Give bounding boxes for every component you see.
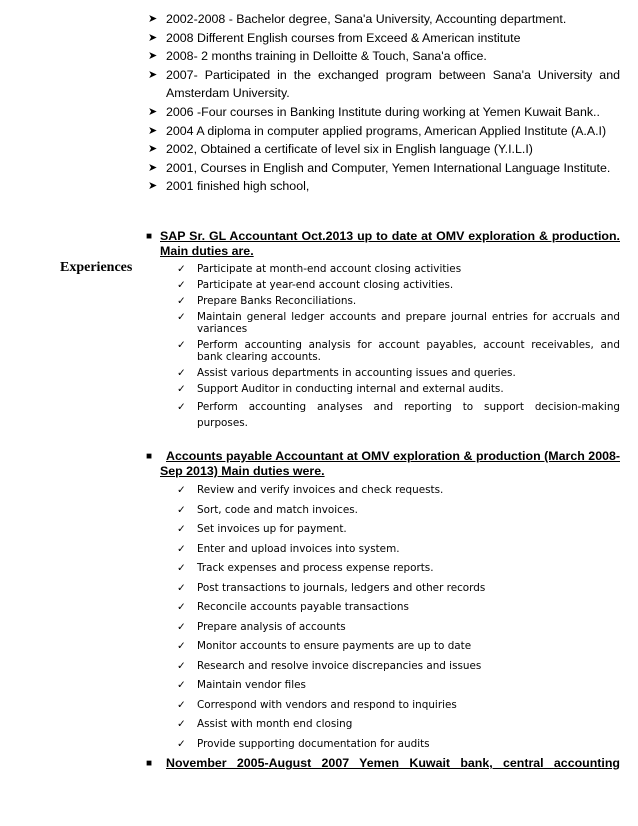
checkmark-icon: ✓ [177,367,186,379]
checkmark-icon: ✓ [177,542,186,555]
arrow-bullet-icon: ➤ [148,50,158,63]
duty-item: ✓ Prepare analysis of accounts [177,620,346,633]
duty-item: ✓ Reconcile accounts payable transactions [177,601,409,613]
checkmark-icon: ✓ [177,401,186,413]
checkmark-icon: ✓ [177,311,186,323]
job-entry-sap-gl-accountant [146,229,620,435]
duty-item: ✓ Correspond with vendors and respond to inquiries [177,698,457,711]
education-list [148,10,620,196]
duty-list [146,484,620,751]
education-item: ➤ 2008- 2 months training in Delloitte & Touch, Sana'a office. [148,47,620,66]
education-item: ➤ 2004 A diploma in computer applied programs, American Applied Institute (A.A.I) [148,122,620,141]
checkmark-icon: ✓ [177,620,186,633]
education-item: ➤ 2007- Participated in the exchanged program between Sana'a University and Amsterdam University. [148,67,620,101]
checkmark-icon: ✓ [177,718,186,730]
arrow-bullet-icon: ➤ [148,124,158,137]
duty-item: ✓ Prepare Banks Reconciliations. [177,295,357,307]
education-item: ➤ 2002, Obtained a certificate of level six in English language (Y.I.L.I) [148,140,620,159]
education-item: ➤ 2001, Courses in English and Computer, Yemen International Language Institute. [148,159,620,178]
job-entry-yemen-kuwait-bank [146,756,620,771]
education-item: ➤ 2002-2008 - Bachelor degree, Sana'a University, Accounting department. [148,10,620,29]
duty-item: ✓ Provide supporting documentation for audits [177,737,430,750]
arrow-bullet-icon: ➤ [148,31,158,44]
duty-item: ✓ Assist various departments in accounting issues and queries. [177,367,516,379]
checkmark-icon: ✓ [177,640,186,652]
checkmark-icon: ✓ [177,562,186,574]
duty-item: ✓ Participate at month-end account closing activities [177,263,462,275]
checkmark-icon: ✓ [177,383,186,395]
job-title: ■ SAP Sr. GL Accountant Oct.2013 up to date at OMV exploration & production. Main duties are. [146,229,620,258]
arrow-bullet-icon: ➤ [148,105,158,118]
section-label-experiences: Experiences [60,260,133,275]
checkmark-icon: ✓ [177,484,186,496]
arrow-bullet-icon: ➤ [148,143,158,156]
duty-item: ✓ Maintain vendor files [177,679,306,691]
checkmark-icon: ✓ [177,601,186,613]
checkmark-icon: ✓ [177,339,186,351]
checkmark-icon: ✓ [177,279,186,291]
checkmark-icon: ✓ [177,295,186,307]
checkmark-icon: ✓ [177,698,186,711]
duty-item: ✓ Post transactions to journals, ledgers and other records [177,581,486,594]
checkmark-icon: ✓ [177,503,186,516]
education-item: ➤ 2001 finished high school, [148,177,620,196]
duty-item: ✓ Sort, code and match invoices. [177,503,358,516]
job-title: ■ Accounts payable Accountant at OMV exploration & production (March 2008-Sep 2013) Main duties were. [146,449,620,478]
duty-item: ✓ Review and verify invoices and check requests. [177,484,444,496]
duty-item: ✓ Assist with month end closing [177,718,353,730]
square-bullet-icon: ■ [146,758,153,769]
checkmark-icon: ✓ [177,263,186,275]
duty-item: ✓ Track expenses and process expense reports. [177,562,434,574]
job-title: ■ November 2005-August 2007 Yemen Kuwait bank, central accounting [146,756,620,770]
duty-list [146,263,620,431]
square-bullet-icon: ■ [146,451,153,462]
arrow-bullet-icon: ➤ [148,68,158,81]
job-entry-accounts-payable [146,449,620,757]
duty-item: ✓ Research and resolve invoice discrepancies and issues [177,659,482,672]
education-item: ➤ 2008 Different English courses from Exceed & American institute [148,29,620,48]
duty-item: ✓ Monitor accounts to ensure payments are up to date [177,640,472,652]
checkmark-icon: ✓ [177,659,186,672]
education-item: ➤ 2006 -Four courses in Banking Institute during working at Yemen Kuwait Bank.. [148,103,620,122]
arrow-bullet-icon: ➤ [148,13,158,25]
duty-item: ✓ Perform accounting analysis for account payables, account receivables, and bank clearing accounts. [177,339,620,363]
duty-item: ✓ Support Auditor in conducting internal and external audits. [177,383,504,395]
duty-item: ✓ Enter and upload invoices into system. [177,542,400,555]
square-bullet-icon: ■ [146,231,153,242]
checkmark-icon: ✓ [177,523,186,535]
duty-item: ✓ Participate at year-end account closing activities. [177,279,454,291]
checkmark-icon: ✓ [177,679,186,691]
checkmark-icon: ✓ [177,737,186,750]
duty-item: ✓ Perform accounting analyses and reporting to support decision-making purposes. [177,401,620,429]
duty-item: ✓ Set invoices up for payment. [177,523,347,535]
checkmark-icon: ✓ [177,581,186,594]
duty-item: ✓ Maintain general ledger accounts and prepare journal entries for accruals and variances [177,311,620,335]
arrow-bullet-icon: ➤ [148,180,158,193]
arrow-bullet-icon: ➤ [148,161,158,174]
